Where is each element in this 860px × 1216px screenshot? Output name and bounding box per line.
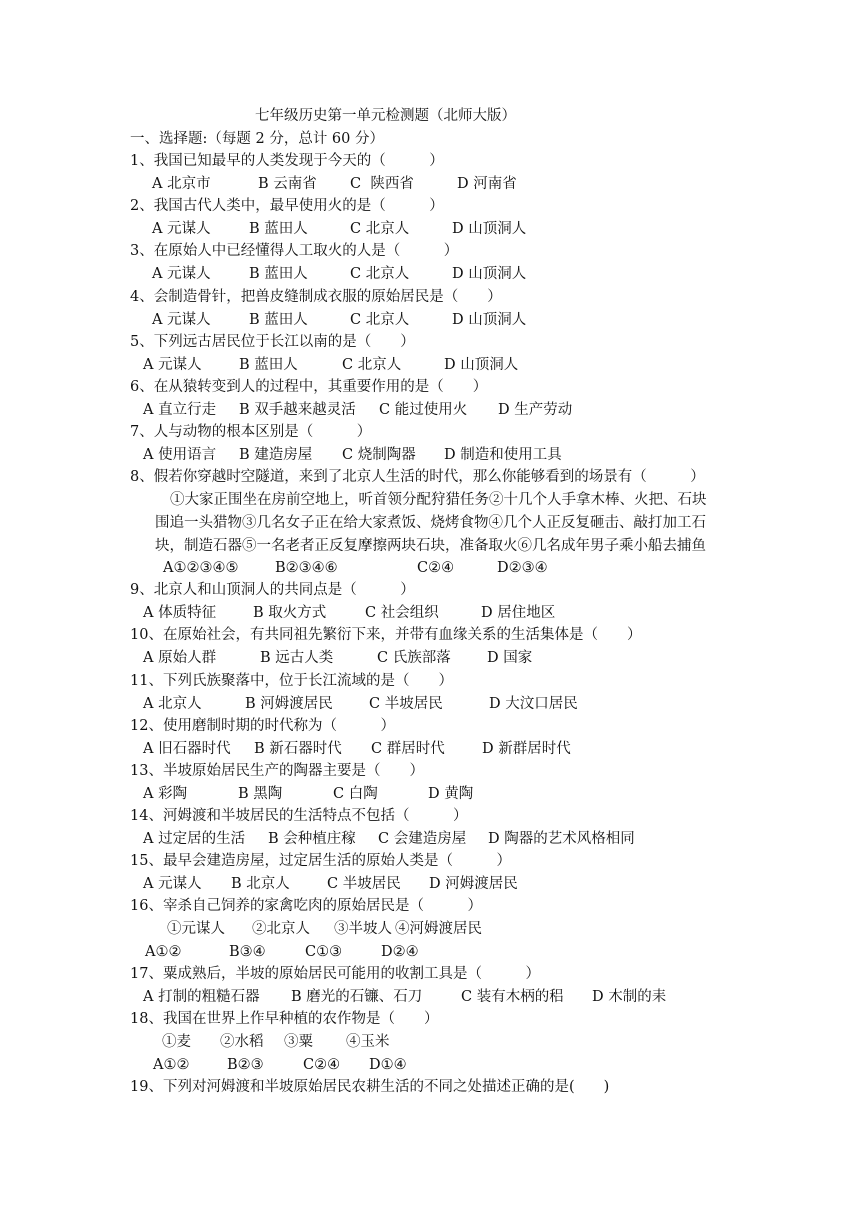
option-d: D 山顶洞人 [452, 266, 527, 282]
option-b: B 建造房屋 [239, 447, 313, 463]
page-title: 七年级历史第一单元检测题（北师大版） [255, 108, 516, 124]
option-c: C①③ [305, 944, 343, 960]
option-b: B 蓝田人 [249, 266, 308, 282]
option-d: D 山顶洞人 [452, 221, 527, 237]
option-b: B 河姆渡居民 [245, 696, 333, 712]
option-b: B 新石器时代 [254, 741, 342, 757]
option-a: A 元谋人 [143, 357, 202, 373]
question-8-body-line: ①大家正围坐在房前空地上，听首领分配狩猎任务②十几个人手拿木棒、火把、石块 [170, 492, 707, 508]
option-d: D 国家 [487, 650, 533, 666]
option-b: B 蓝田人 [249, 312, 308, 328]
options-13 [143, 785, 473, 803]
option-b: B③④ [229, 944, 266, 960]
question-13: 13、半坡原始居民生产的陶器主要是（ ） [130, 763, 424, 779]
option-d: D 木制的耒 [592, 989, 667, 1005]
question-18: 18、我国在世界上作早种植的农作物是（ ） [130, 1011, 439, 1027]
option-d: D①④ [369, 1057, 407, 1073]
sub-item: ③粟 [284, 1034, 313, 1050]
option-d: D 居住地区 [481, 605, 556, 621]
section-heading: 一、选择题:（每题 2 分，总计 60 分） [130, 131, 384, 147]
options-8 [163, 559, 548, 577]
option-b: B 云南省 [258, 176, 317, 192]
option-b: B②③ [227, 1057, 264, 1073]
option-c: C 社会组织 [365, 605, 439, 621]
option-c: C 陕西省 [350, 176, 414, 192]
option-d: D 制造和使用工具 [444, 447, 562, 463]
option-d: D 山顶洞人 [452, 312, 527, 328]
option-c: C②④ [417, 560, 455, 576]
option-d: D 生产劳动 [498, 402, 573, 418]
option-c: C 半坡居民 [327, 876, 401, 892]
option-b: B 蓝田人 [249, 221, 308, 237]
question-7: 7、人与动物的根本区别是（ ） [130, 424, 372, 440]
option-a: A 彩陶 [143, 786, 188, 802]
options-1 [152, 175, 517, 193]
option-c: C 群居时代 [371, 741, 445, 757]
option-a: A 北京人 [143, 696, 202, 712]
option-c: C 能过使用火 [379, 402, 468, 418]
question-6: 6、在从猿转变到人的过程中，其重要作用的是（ ） [130, 379, 488, 395]
option-a: A 元谋人 [143, 876, 202, 892]
option-b: B 磨光的石镰、石刀 [291, 989, 423, 1005]
question-8: 8、假若你穿越时空隧道，来到了北京人生活的时代，那么你能够看到的场景有（ ） [130, 469, 705, 485]
question-16: 16、宰杀自己饲养的家禽吃肉的原始居民是（ ） [130, 898, 482, 914]
options-11 [143, 695, 578, 713]
option-d: D②③④ [497, 560, 548, 576]
option-b: B 黑陶 [238, 786, 283, 802]
option-c: C 半坡居民 [369, 696, 443, 712]
option-b: B②③④⑥ [275, 560, 338, 576]
question-9: 9、北京人和山顶洞人的共同点是（ ） [130, 582, 415, 598]
option-a: A 使用语言 [143, 447, 217, 463]
question-10: 10、在原始社会，有共同祖先繁衍下来，并带有血缘关系的生活集体是（ ） [130, 627, 642, 643]
sub-item: ③半坡人 [334, 921, 392, 937]
option-a: A 北京市 [152, 176, 211, 192]
question-1: 1、我国已知最早的人类发现于今天的（ ） [130, 153, 444, 169]
option-a: A 元谋人 [152, 221, 211, 237]
option-a: A 体质特征 [143, 605, 217, 621]
options-18 [153, 1056, 407, 1074]
option-c: C 烧制陶器 [342, 447, 416, 463]
option-b: B 取火方式 [253, 605, 327, 621]
option-a: A①②③④⑤ [163, 560, 239, 576]
question-2: 2、我国古代人类中，最早使用火的是（ ） [130, 198, 444, 214]
question-8-body-line: 围追一头猎物③几名女子正在给大家煮饭、烧烤食物④几个人正反复砸击、敲打加工石 [155, 515, 706, 531]
option-d: D 山顶洞人 [444, 357, 519, 373]
sub-item: ②北京人 [252, 921, 310, 937]
question-3: 3、在原始人中已经懂得人工取火的人是（ ） [130, 243, 459, 259]
options-10 [143, 649, 532, 667]
options-7 [143, 446, 562, 464]
option-d: D 大汶口居民 [489, 696, 578, 712]
option-d: D 陶器的艺术风格相同 [488, 831, 635, 847]
option-a: A 过定居的生活 [143, 831, 246, 847]
question-4: 4、会制造骨针，把兽皮缝制成衣服的原始居民是（ ） [130, 289, 502, 305]
option-a: A①② [145, 944, 182, 960]
option-a: A 元谋人 [152, 312, 211, 328]
option-c: C 会建造房屋 [378, 831, 467, 847]
sub-item: ①麦 [162, 1034, 191, 1050]
question-12: 12、使用磨制时期的时代称为（ ） [130, 718, 395, 734]
options-9 [143, 604, 555, 622]
question-8-body-line: 块，制造石器⑤一名老者正反复摩擦两块石块，准备取火⑥几名成年男子乘小船去捕鱼 [155, 538, 706, 554]
options-17 [143, 988, 666, 1006]
question-15: 15、最早会建造房屋，过定居生活的原始人类是（ ） [130, 853, 511, 869]
question-14: 14、河姆渡和半坡居民的生活特点不包括（ ） [130, 808, 468, 824]
option-b: B 蓝田人 [239, 357, 298, 373]
sub-item: ④河姆渡居民 [395, 921, 482, 937]
option-c: C 北京人 [350, 312, 410, 328]
option-c: C 北京人 [350, 221, 410, 237]
option-d: D 河南省 [457, 176, 517, 192]
question-11: 11、下列氏族聚落中，位于长江流域的是（ ） [130, 673, 453, 689]
options-15 [143, 875, 518, 893]
option-b: B 北京人 [231, 876, 290, 892]
option-c: C 装有木柄的稆 [461, 989, 564, 1005]
options-2 [152, 220, 526, 238]
sub-item: ①元谋人 [167, 921, 225, 937]
question-17: 17、粟成熟后，半坡的原始居民可能用的收割工具是（ ） [130, 966, 540, 982]
sub-item: ②水稻 [220, 1034, 264, 1050]
options-3 [152, 265, 526, 283]
option-c: C 北京人 [342, 357, 402, 373]
options-6 [143, 401, 572, 419]
sub-items-18 [162, 1033, 390, 1051]
option-d: D 河姆渡居民 [429, 876, 518, 892]
option-a: A 旧石器时代 [143, 741, 231, 757]
sub-item: ④玉米 [346, 1034, 390, 1050]
option-a: A①② [153, 1057, 190, 1073]
option-b: B 会种植庄稼 [268, 831, 356, 847]
options-12 [143, 740, 571, 758]
option-d: D 新群居时代 [482, 741, 571, 757]
options-4 [152, 311, 526, 329]
option-b: B 双手越来越灵活 [239, 402, 356, 418]
option-a: A 原始人群 [143, 650, 217, 666]
sub-items-16 [167, 920, 482, 938]
option-a: A 打制的粗糙石器 [143, 989, 260, 1005]
options-5 [143, 356, 518, 374]
option-a: A 直立行走 [143, 402, 217, 418]
option-d: D 黄陶 [428, 786, 474, 802]
option-d: D②④ [381, 944, 419, 960]
option-c: C②④ [303, 1057, 341, 1073]
options-14 [143, 830, 635, 848]
question-19: 19、下列对河姆渡和半坡原始居民农耕生活的不同之处描述正确的是( ) [130, 1079, 610, 1095]
option-c: C 氏族部落 [377, 650, 451, 666]
option-a: A 元谋人 [152, 266, 211, 282]
option-c: C 北京人 [350, 266, 410, 282]
question-5: 5、下列远古居民位于长江以南的是（ ） [130, 334, 415, 350]
option-c: C 白陶 [333, 786, 378, 802]
option-b: B 远古人类 [260, 650, 334, 666]
options-16 [145, 943, 419, 961]
